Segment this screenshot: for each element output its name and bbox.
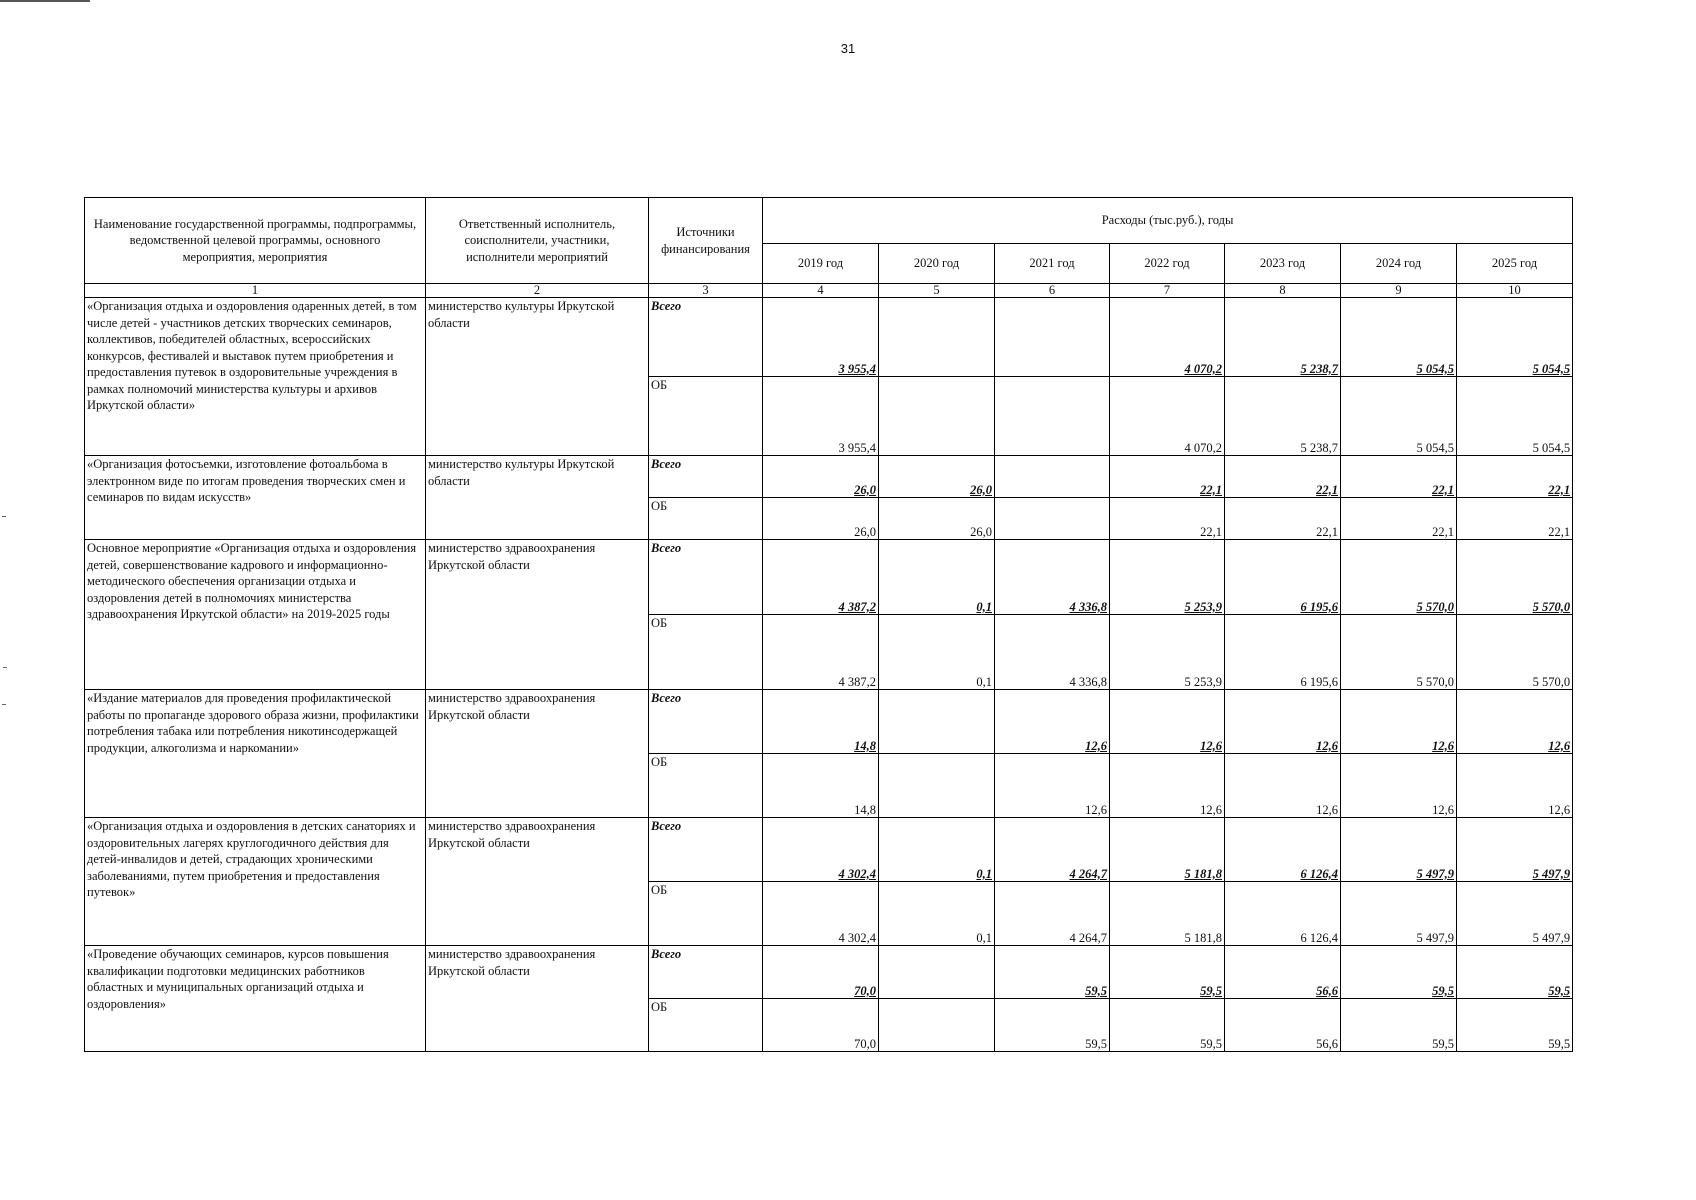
value-ob: 12,6	[1110, 754, 1225, 818]
value-ob: 5 570,0	[1457, 615, 1573, 690]
value-total: 5 253,9	[1110, 540, 1225, 615]
value-total: 3 955,4	[763, 298, 879, 377]
table-row-total	[85, 946, 1573, 999]
value-ob: 5 497,9	[1457, 882, 1573, 946]
header-name: Наименование государственной программы, подпрограммы, ведомственной целевой программы, основного мероприятия, мероприятия	[85, 198, 426, 284]
value-ob: 5 497,9	[1341, 882, 1457, 946]
value-total: 4 336,8	[995, 540, 1110, 615]
value-total	[879, 690, 995, 754]
activity-name: Основное мероприятие «Организация отдыха и оздоровления детей, совершенствование кадрового и информационно-методического обеспечения организации отдыха и оздоровления детей в полномочиях министерства здравоохранения Иркутской области» на 2019-2025 годы	[85, 540, 426, 690]
header-row	[85, 198, 1573, 244]
table-row-total	[85, 690, 1573, 754]
column-number: 9	[1341, 284, 1457, 298]
responsible-executor: министерство здравоохранения Иркутской области	[426, 818, 649, 946]
header-year: 2019 год	[763, 244, 879, 284]
value-ob	[995, 498, 1110, 540]
value-total: 5 181,8	[1110, 818, 1225, 882]
responsible-executor: министерство культуры Иркутской области	[426, 298, 649, 456]
table-row-total	[85, 540, 1573, 615]
table-row-total	[85, 298, 1573, 377]
page-number: 31	[840, 41, 856, 56]
source-ob-label: ОБ	[649, 882, 763, 946]
value-total: 12,6	[1225, 690, 1341, 754]
value-total: 0,1	[879, 818, 995, 882]
value-ob: 22,1	[1225, 498, 1341, 540]
source-ob-label: ОБ	[649, 377, 763, 456]
value-ob: 12,6	[1225, 754, 1341, 818]
value-ob: 22,1	[1341, 498, 1457, 540]
value-ob: 22,1	[1110, 498, 1225, 540]
source-total-label: Всего	[649, 456, 763, 498]
value-total: 5 497,9	[1341, 818, 1457, 882]
header-responsible: Ответственный исполнитель, соисполнители, участники, исполнители мероприятий	[426, 198, 649, 284]
table-row-total	[85, 456, 1573, 498]
value-ob: 4 264,7	[995, 882, 1110, 946]
value-ob: 5 253,9	[1110, 615, 1225, 690]
value-ob: 59,5	[1341, 999, 1457, 1052]
value-total: 22,1	[1225, 456, 1341, 498]
activity-name: «Издание материалов для проведения профилактической работы по пропаганде здорового образа жизни, профилактики потребления табака или потребления никотинсодержащей продукции, алкоголизма и наркомании»	[85, 690, 426, 818]
responsible-executor: министерство здравоохранения Иркутской области	[426, 540, 649, 690]
responsible-executor: министерство здравоохранения Иркутской области	[426, 690, 649, 818]
header-sources: Источники финансирования	[649, 198, 763, 284]
value-total: 56,6	[1225, 946, 1341, 999]
value-total: 12,6	[1457, 690, 1573, 754]
scan-margin-mark	[3, 667, 7, 668]
value-ob: 5 570,0	[1341, 615, 1457, 690]
column-number: 6	[995, 284, 1110, 298]
value-ob: 56,6	[1225, 999, 1341, 1052]
value-ob: 0,1	[879, 882, 995, 946]
source-total-label: Всего	[649, 298, 763, 377]
header-year: 2023 год	[1225, 244, 1341, 284]
value-total: 4 264,7	[995, 818, 1110, 882]
value-ob: 5 238,7	[1225, 377, 1341, 456]
value-ob	[879, 377, 995, 456]
header-year: 2020 год	[879, 244, 995, 284]
value-ob: 22,1	[1457, 498, 1573, 540]
value-total	[995, 456, 1110, 498]
value-total	[995, 298, 1110, 377]
value-ob: 12,6	[1341, 754, 1457, 818]
activity-name: «Организация отдыха и оздоровления одаренных детей, в том числе детей - участников детских творческих семинаров, коллективов, победителей областных, всероссийских конкурсов, фестивалей и выставок путем приобретения и предоставления путевок в оздоровительные учреждения в рамках полномочий министерства культуры и архивов Иркутской области»	[85, 298, 426, 456]
value-total: 22,1	[1110, 456, 1225, 498]
column-number: 2	[426, 284, 649, 298]
scan-margin-mark	[2, 516, 6, 517]
value-ob: 26,0	[879, 498, 995, 540]
value-total: 6 195,6	[1225, 540, 1341, 615]
value-total: 59,5	[995, 946, 1110, 999]
value-ob	[879, 999, 995, 1052]
value-total: 5 054,5	[1341, 298, 1457, 377]
value-ob	[995, 377, 1110, 456]
scan-corner-mark	[0, 0, 90, 2]
table-body	[85, 298, 1573, 1052]
header-year: 2022 год	[1110, 244, 1225, 284]
column-number: 4	[763, 284, 879, 298]
column-number: 1	[85, 284, 426, 298]
value-total: 26,0	[879, 456, 995, 498]
column-number: 7	[1110, 284, 1225, 298]
value-ob: 0,1	[879, 615, 995, 690]
header-year: 2021 год	[995, 244, 1110, 284]
value-total	[879, 298, 995, 377]
value-ob: 4 336,8	[995, 615, 1110, 690]
source-ob-label: ОБ	[649, 615, 763, 690]
column-number: 8	[1225, 284, 1341, 298]
scan-margin-mark	[2, 704, 6, 705]
value-ob: 26,0	[763, 498, 879, 540]
value-total: 12,6	[1110, 690, 1225, 754]
value-total: 5 570,0	[1457, 540, 1573, 615]
source-total-label: Всего	[649, 946, 763, 999]
responsible-executor: министерство культуры Иркутской области	[426, 456, 649, 540]
source-total-label: Всего	[649, 818, 763, 882]
source-total-label: Всего	[649, 540, 763, 615]
value-ob: 4 302,4	[763, 882, 879, 946]
value-ob: 59,5	[1457, 999, 1573, 1052]
value-total: 4 302,4	[763, 818, 879, 882]
column-number-row	[85, 284, 1573, 298]
column-number: 3	[649, 284, 763, 298]
value-ob: 6 126,4	[1225, 882, 1341, 946]
value-ob: 5 054,5	[1341, 377, 1457, 456]
activity-name: «Организация отдыха и оздоровления в детских санаториях и оздоровительных лагерях круглогодичного действия для детей-инвалидов и детей, страдающих хроническими заболеваниями, путем приобретения и предоставления путевок»	[85, 818, 426, 946]
header-expenses: Расходы (тыс.руб.), годы	[763, 198, 1573, 244]
value-total: 5 054,5	[1457, 298, 1573, 377]
source-total-label: Всего	[649, 690, 763, 754]
responsible-executor: министерство здравоохранения Иркутской области	[426, 946, 649, 1052]
value-ob: 4 387,2	[763, 615, 879, 690]
value-ob	[879, 754, 995, 818]
value-total: 0,1	[879, 540, 995, 615]
value-total: 4 387,2	[763, 540, 879, 615]
value-total: 5 570,0	[1341, 540, 1457, 615]
value-ob: 59,5	[1110, 999, 1225, 1052]
value-total: 26,0	[763, 456, 879, 498]
value-total: 6 126,4	[1225, 818, 1341, 882]
value-total	[879, 946, 995, 999]
value-ob: 70,0	[763, 999, 879, 1052]
budget-table	[84, 197, 1573, 1052]
source-ob-label: ОБ	[649, 498, 763, 540]
value-total: 12,6	[995, 690, 1110, 754]
value-ob: 14,8	[763, 754, 879, 818]
value-ob: 6 195,6	[1225, 615, 1341, 690]
value-ob: 3 955,4	[763, 377, 879, 456]
activity-name: «Проведение обучающих семинаров, курсов повышения квалификации подготовки медицинских работников областных и муниципальных организаций отдыха и оздоровления»	[85, 946, 426, 1052]
value-ob: 59,5	[995, 999, 1110, 1052]
source-ob-label: ОБ	[649, 999, 763, 1052]
value-total: 12,6	[1341, 690, 1457, 754]
value-ob: 12,6	[1457, 754, 1573, 818]
value-total: 4 070,2	[1110, 298, 1225, 377]
value-total: 59,5	[1110, 946, 1225, 999]
value-total: 5 497,9	[1457, 818, 1573, 882]
value-total: 5 238,7	[1225, 298, 1341, 377]
value-total: 70,0	[763, 946, 879, 999]
value-total: 14,8	[763, 690, 879, 754]
value-total: 22,1	[1457, 456, 1573, 498]
table-row-total	[85, 818, 1573, 882]
header-year: 2025 год	[1457, 244, 1573, 284]
value-ob: 12,6	[995, 754, 1110, 818]
value-total: 59,5	[1341, 946, 1457, 999]
value-ob: 4 070,2	[1110, 377, 1225, 456]
column-number: 10	[1457, 284, 1573, 298]
activity-name: «Организация фотосъемки, изготовление фотоальбома в электронном виде по итогам проведения творческих смен и семинаров по видам искусств»	[85, 456, 426, 540]
value-total: 22,1	[1341, 456, 1457, 498]
value-ob: 5 181,8	[1110, 882, 1225, 946]
source-ob-label: ОБ	[649, 754, 763, 818]
header-year: 2024 год	[1341, 244, 1457, 284]
value-ob: 5 054,5	[1457, 377, 1573, 456]
value-total: 59,5	[1457, 946, 1573, 999]
column-number: 5	[879, 284, 995, 298]
